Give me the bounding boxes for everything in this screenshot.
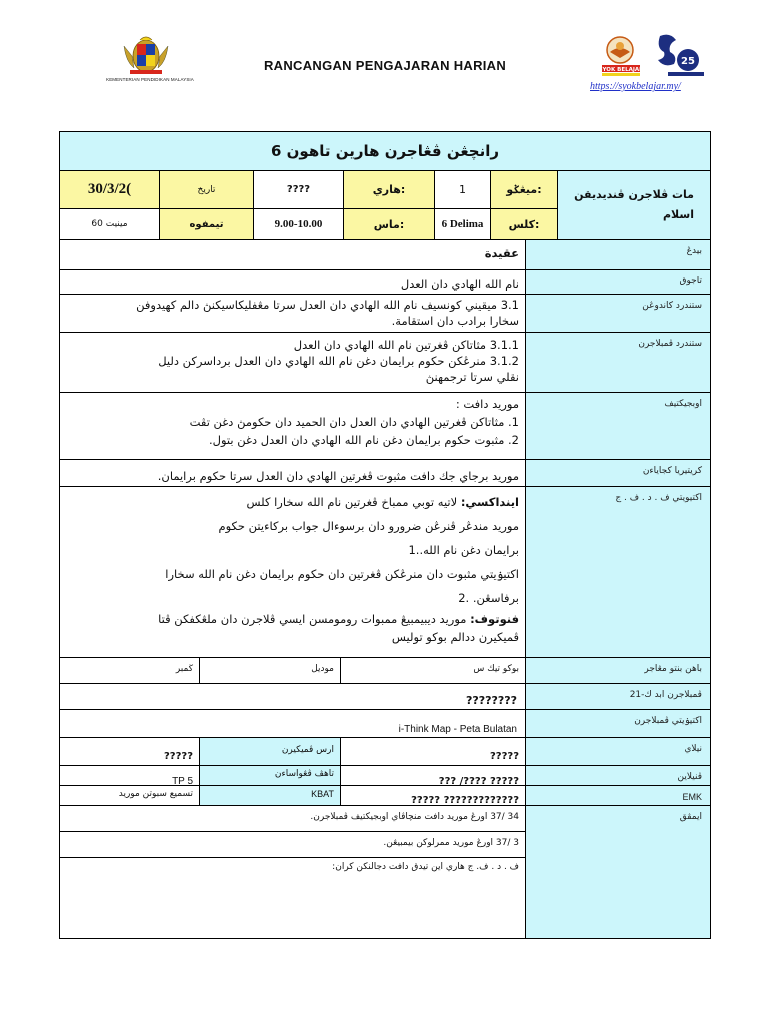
objektif-cell bbox=[60, 393, 526, 460]
aktiviti-line: برفاسڠن. .2 bbox=[458, 591, 519, 605]
duration-value: 60 مينيت bbox=[91, 219, 128, 229]
time-label: ماس: bbox=[373, 217, 405, 231]
kemahiran-berfikir-value: ????? bbox=[163, 751, 193, 762]
penutup-text: موريد ديبيمبيڠ ممبوات رومومسن ايسي ڤلاجرن دان ملڠكفكن ڤتا bbox=[158, 612, 467, 626]
row-label-aktiviti: اكتيويتي ف . د . ف . ج bbox=[526, 487, 711, 658]
emk-value-cell bbox=[341, 786, 526, 806]
date-value-cell bbox=[60, 171, 160, 209]
material-2: موديل bbox=[200, 658, 341, 684]
induksi-label: اينداكسي: bbox=[460, 495, 519, 509]
table-title: رانچڠن ڤڠاجرن هارين تاهون 6 bbox=[270, 142, 500, 160]
row-label-nilai: نيلاي bbox=[526, 738, 711, 766]
day-value-cell bbox=[254, 171, 344, 209]
standard-kandungan-cell bbox=[60, 295, 526, 333]
nilai-value-cell bbox=[341, 738, 526, 766]
impak-line-3: ف . د . ف. ج هاري اين تيدق دافت دجالنكن كران: bbox=[60, 858, 526, 939]
duration-label: تيمفوه bbox=[189, 218, 224, 230]
svg-text:25: 25 bbox=[681, 56, 695, 67]
objektif-line: موريد دافت : bbox=[455, 397, 519, 411]
tahap-penguasaan-label: تاهڤ ڤڠواساءن bbox=[200, 766, 341, 786]
week-value: 1 bbox=[459, 183, 466, 196]
class-label-cell bbox=[491, 209, 558, 240]
syok-logo-text: SYOK BELAJAR bbox=[598, 67, 644, 73]
standard-kandungan-line: 3.1 ميقيني كونسيف نام الله الهادي دان العدل سرتا مڠفليكاسيكنڽ دالم كهيدوفن bbox=[136, 298, 519, 312]
row-label-standard-kandungan: ستندرد كاندوڠن bbox=[526, 295, 711, 333]
kbat-label: KBAT bbox=[200, 786, 341, 806]
aktiviti-cell bbox=[60, 487, 526, 658]
time-value: 9.00-10.00 bbox=[274, 218, 323, 230]
page-header bbox=[0, 0, 768, 110]
week-label-cell bbox=[491, 171, 558, 209]
standard-pembelajaran-line: 3.1.2 منرڠكن حكوم برايمان دغن نام الله الهادي دان العدل برداسركن دليل bbox=[158, 354, 519, 368]
aktiviti-pembelajaran-value: i-Think Map - Peta Bulatan bbox=[398, 724, 517, 735]
objektif-line: 1. مثاتاكن ڤغرتين الهادي دان العدل دان الحميد دان حكومڽ دغن تڤت bbox=[189, 415, 519, 429]
kemahiran-berfikir-value-cell bbox=[60, 738, 200, 766]
impak-line-2: 3 /37 اورڠ موريد ممرلوكن بيمبيڠن. bbox=[60, 832, 526, 858]
standard-pembelajaran-line: 3.1.1 مثاتاكن ڤغرتين نام الله الهادي دان العدل bbox=[293, 338, 519, 352]
aktiviti-closure bbox=[66, 610, 519, 628]
nilai-value: ????? bbox=[489, 751, 519, 762]
tahap-penguasaan-value: TP 5 bbox=[172, 776, 193, 786]
aktiviti-line: اكتيۏيتي مثبوت دان منرڠكن ڤغرتين دان حكوم برايمان دغن نام الله سخارا bbox=[165, 567, 519, 581]
table-title-cell bbox=[60, 132, 711, 171]
emk-value: ????????????? ????? bbox=[411, 795, 519, 806]
standard-pembelajaran-line: نقلي سرتا ترجمهنڽ bbox=[425, 370, 519, 384]
week-value-cell bbox=[435, 171, 491, 209]
subject-label-cell bbox=[558, 171, 711, 240]
tajuk-value: نام الله الهادي دان العدل bbox=[400, 277, 519, 291]
week-label: ميڠݢو: bbox=[506, 183, 542, 196]
aktiviti-line: ڤميكيرن ددالم بوكو توليس bbox=[391, 630, 519, 644]
kriteria-kejayaan-cell bbox=[60, 460, 526, 487]
row-label-emk: EMK bbox=[526, 786, 711, 806]
class-value: 6 Delima bbox=[441, 218, 484, 230]
penilaian-value: ????? ????/ ??? bbox=[438, 776, 519, 786]
day-label: هاري: bbox=[372, 183, 406, 196]
penilaian-value-cell bbox=[341, 766, 526, 786]
date-label-cell bbox=[160, 171, 254, 209]
bidang-cell bbox=[60, 240, 526, 270]
day-value: ???? bbox=[286, 184, 311, 195]
ministry-caption: KEMENTERIAN PENDIDIKAN MALAYSIA bbox=[106, 77, 194, 82]
aktiviti-pembelajaran-cell bbox=[60, 710, 526, 738]
tahap-penguasaan-value-cell bbox=[60, 766, 200, 786]
aktiviti-line: برايمان دغن نام الله..1 bbox=[408, 543, 519, 557]
row-label-kriteria-kejayaan: كريتيريا كجاياءن bbox=[526, 460, 711, 487]
duration-value-cell bbox=[60, 209, 160, 240]
kbat-value: تسميع سبوتن موريد bbox=[60, 786, 200, 806]
row-label-objektif: اوبجيكتيف bbox=[526, 393, 711, 460]
subject-label: مات ڤلاجرن ڤنديديقن اسلام bbox=[574, 188, 694, 221]
bidang-value: عقيدة bbox=[484, 246, 519, 260]
time-value-cell bbox=[254, 209, 344, 240]
row-label-impak: ايمڤق bbox=[526, 806, 711, 939]
date-label: تاريخ bbox=[197, 184, 216, 195]
row-label-bahan-bantu: باهن بنتو مڠاجر bbox=[526, 658, 711, 684]
day-label-cell bbox=[344, 171, 435, 209]
standard-kandungan-line: سخارا برادب دان استقامة. bbox=[391, 314, 519, 328]
tajuk-cell bbox=[60, 270, 526, 295]
row-label-penilaian: ڤنيلاين bbox=[526, 766, 711, 786]
pembelajaran-abad-21-value: ???????? bbox=[465, 694, 517, 707]
syokbelajar-link[interactable]: https://syokbelajar.my/ bbox=[590, 81, 681, 92]
impak-line-1: 34 /37 اورڠ موريد دافت منچاڤاي اوبجيكتيف ڤمبلاجرن. bbox=[60, 806, 526, 832]
material-3: ڬمبر bbox=[60, 658, 200, 684]
row-label-pembelajaran-abad-21: ڤمبلاجرن ابد ك-21 bbox=[526, 684, 711, 710]
aktiviti-intro bbox=[66, 490, 519, 514]
document-title: RANCANGAN PENGAJARAN HARIAN bbox=[263, 58, 507, 73]
kriteria-kejayaan-value: موريد برجاي جك دافت مثبوت ڤغرتين الهادي دان العدل سرتا حكوم برايمان. bbox=[157, 469, 519, 483]
standard-pembelajaran-cell bbox=[60, 333, 526, 393]
objektif-line: 2. مثبوت حكوم برايمان دغن نام الله الهادي دان العدل دغن بتول. bbox=[208, 433, 519, 447]
lesson-plan-table bbox=[59, 131, 711, 939]
class-label: كلس: bbox=[508, 217, 540, 231]
row-label-bidang: بيدڠ bbox=[526, 240, 711, 270]
date-value: 30/3/2( bbox=[87, 181, 132, 197]
row-label-standard-pembelajaran: ستندرد ڤمبلاجرن bbox=[526, 333, 711, 393]
duration-label-cell bbox=[160, 209, 254, 240]
aktiviti-line: موريد مندڠر ڤنرڠن ضرورو دان برسوءال جواب بركاءيتن حكوم bbox=[218, 519, 519, 533]
material-1: بوكو تيك س bbox=[341, 658, 526, 684]
induksi-text: لاتيه توبي ممباخ ڤغرتين نام الله سخارا كلس bbox=[246, 495, 458, 509]
kemahiran-berfikir-label: ارس ڤميكيرن bbox=[200, 738, 341, 766]
penutup-label: فنوتوف: bbox=[470, 612, 519, 626]
row-label-aktiviti-pembelajaran: اكتيۏيتي ڤمبلاجرن bbox=[526, 710, 711, 738]
time-label-cell bbox=[344, 209, 435, 240]
class-value-cell bbox=[435, 209, 491, 240]
pembelajaran-abad-21-cell bbox=[60, 684, 526, 710]
row-label-tajuk: تاجوق bbox=[526, 270, 711, 295]
